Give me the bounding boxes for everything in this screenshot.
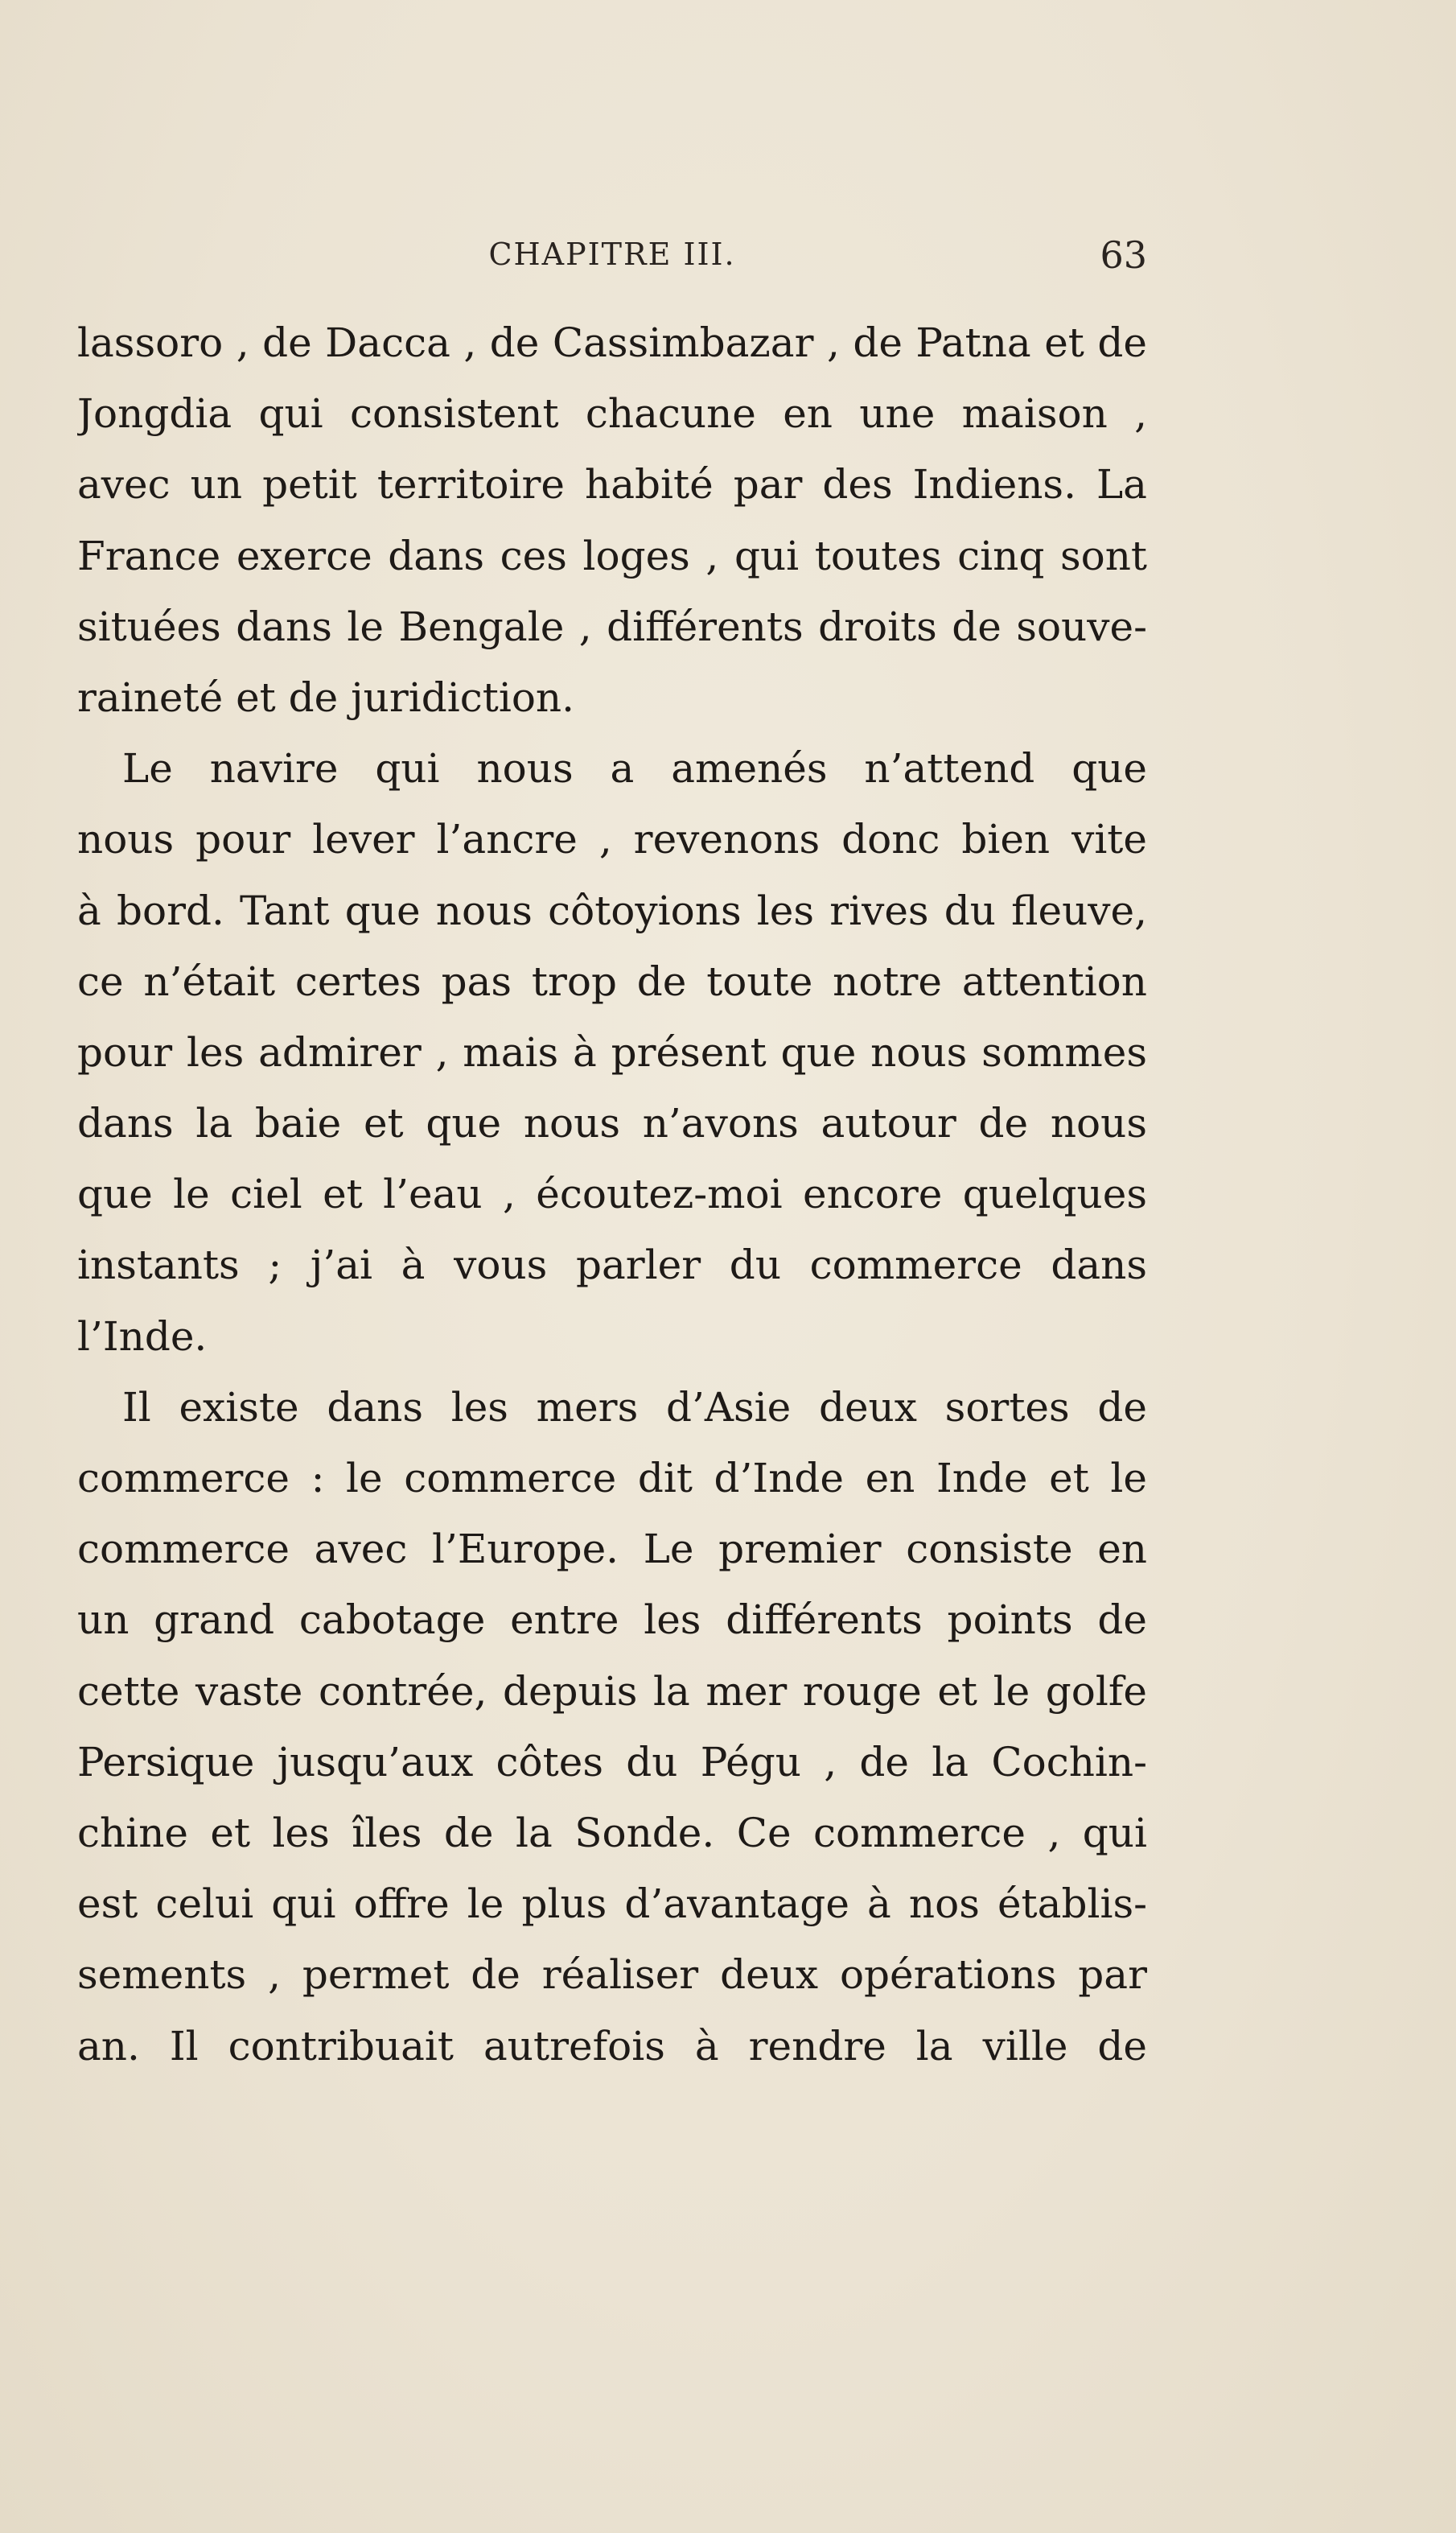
text-line: instants ; j’ai à vous parler du commerce dans: [77, 1242, 1147, 1289]
text-line: dans la baie et que nous n’avons autour de nous: [77, 1100, 1147, 1147]
text-line: que le ciel et l’eau , écoutez-moi encore quelques: [77, 1171, 1147, 1218]
text-line: France exerce dans ces loges , qui toutes cinq sont: [77, 532, 1147, 579]
text-line: l’Inde.: [77, 1312, 208, 1360]
page-number: 63: [1100, 233, 1147, 277]
text-line: situées dans le Bengale , différents droits de souve-: [77, 603, 1147, 650]
text-line: chine et les îles de la Sonde. Ce commerce , qui: [77, 1809, 1147, 1856]
body-text: [77, 307, 1147, 2082]
text-line: commerce avec l’Europe. Le premier consiste en: [77, 1526, 1147, 1573]
text-line: Il existe dans les mers d’Asie deux sortes de: [122, 1383, 1147, 1431]
text-line: an. Il contribuait autrefois à rendre la ville de: [77, 2022, 1147, 2070]
text-line: lassoro , de Dacca , de Cassimbazar , de Patna et de: [77, 319, 1147, 366]
text-line: cette vaste contrée, depuis la mer rouge et le golfe: [77, 1667, 1147, 1715]
running-title: CHAPITRE III.: [488, 237, 736, 272]
text-line: sements , permet de réaliser deux opérations par: [77, 1951, 1147, 1999]
text-line: raineté et de juridiction.: [77, 673, 575, 721]
text-line: à bord. Tant que nous côtoyions les rives du fleuve,: [77, 887, 1147, 934]
text-line: ce n’était certes pas trop de toute notre attention: [77, 958, 1147, 1005]
text-line: nous pour lever l’ancre , revenons donc bien vite: [77, 816, 1147, 863]
text-line: un grand cabotage entre les différents points de: [77, 1596, 1147, 1644]
text-line: commerce : le commerce dit d’Inde en Inde et le: [77, 1455, 1147, 1501]
text-line: Jongdia qui consistent chacune en une maison ,: [77, 390, 1147, 438]
running-head: [77, 233, 1147, 282]
text-line: Persique jusqu’aux côtes du Pégu , de la Cochin-: [77, 1738, 1147, 1785]
text-line: Le navire qui nous a amenés n’attend que: [122, 745, 1147, 793]
text-line: avec un petit territoire habité par des Indiens. La: [77, 461, 1147, 509]
text-line: pour les admirer , mais à présent que nous sommes: [77, 1028, 1147, 1076]
text-line: est celui qui offre le plus d’avantage à nos établis-: [77, 1880, 1147, 1928]
